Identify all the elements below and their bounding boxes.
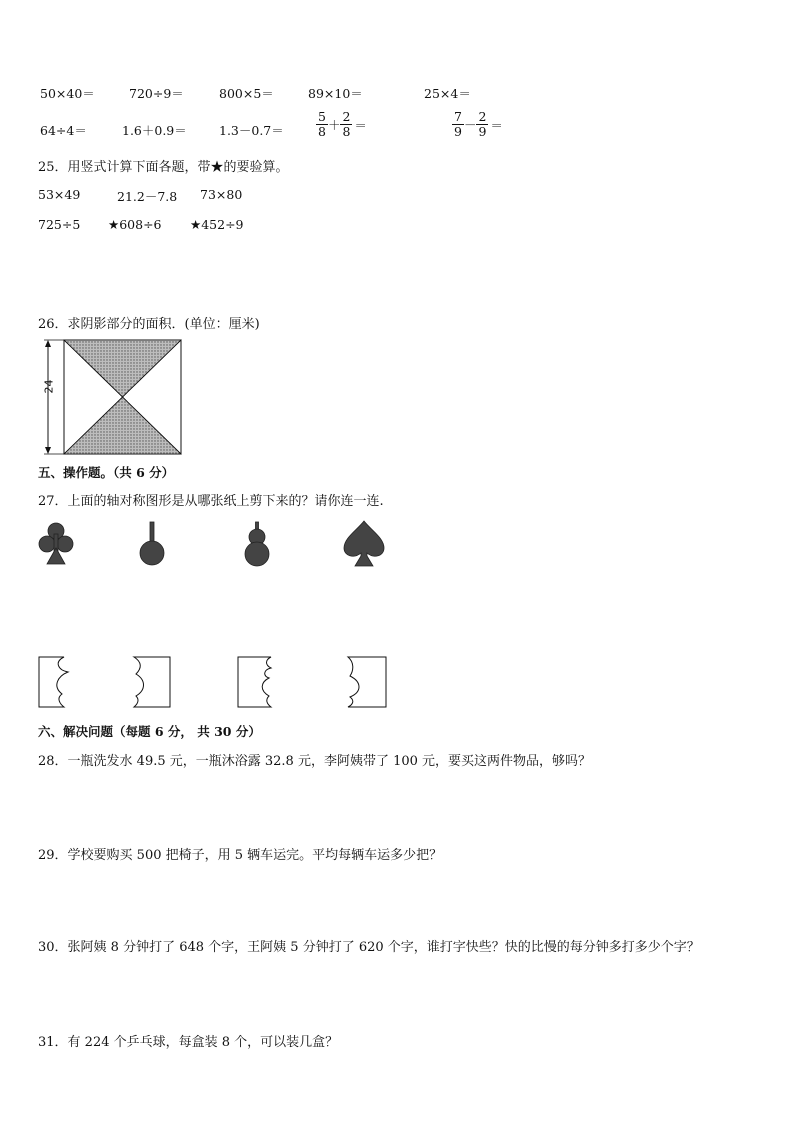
operator: － (463, 117, 477, 133)
question-26: 26．求阴影部分的面积．(单位：厘米) (38, 317, 260, 332)
fraction (476, 110, 488, 139)
section-6-title: 六、解决问题（每题 6 分， 共 30 分） (38, 724, 261, 739)
question-28: 28．一瓶洗发水 49.5 元，一瓶沐浴露 32.8 元，李阿姨带了 100 元，要买这两件物品，够吗？ (38, 754, 592, 769)
vertical-calc-item: 21.2－7.8 (117, 189, 178, 204)
club-icon (36, 520, 78, 570)
dimension-label: 24 (42, 379, 56, 394)
circle-on-stem-icon (137, 520, 167, 570)
question-25: 25．用竖式计算下面各题，带★的要验算。 (38, 160, 289, 175)
numerator: 2 (478, 109, 487, 124)
shaded-area-figure (40, 338, 185, 458)
vertical-calc-item: 73×80 (200, 187, 243, 202)
calc-item: 800×5＝ (219, 86, 274, 101)
vertical-calc-item: 53×49 (38, 187, 81, 202)
question-31: 31．有 224 个乒乓球，每盒装 8 个，可以装几盒？ (38, 1035, 339, 1050)
operator: ＋ (327, 117, 341, 133)
fraction (452, 110, 464, 139)
denominator: 8 (342, 124, 351, 139)
denominator: 9 (454, 124, 462, 139)
numerator: 2 (342, 109, 351, 124)
calc-item: 64÷4＝ (40, 123, 87, 138)
fraction-subtraction (452, 110, 503, 139)
cut-paper-piece (38, 656, 76, 708)
gourd-icon (241, 520, 273, 570)
equals-sign: ＝ (354, 117, 367, 133)
calc-item: 1.6＋0.9＝ (122, 123, 187, 138)
vertical-calc-item: ★452÷9 (190, 217, 244, 232)
denominator: 8 (318, 124, 326, 139)
calc-item: 25×4＝ (424, 86, 471, 101)
numerator: 7 (454, 109, 462, 124)
cut-paper-piece (344, 656, 388, 708)
vertical-calc-item: 725÷5 (38, 217, 81, 232)
calc-item: 720÷9＝ (129, 86, 184, 101)
fraction-addition (316, 110, 367, 139)
calc-item: 89×10＝ (308, 86, 363, 101)
question-30: 30．张阿姨 8 分钟打了 648 个字，王阿姨 5 分钟打了 620 个字，谁打字快些？快的比慢的每分钟多打多少个字？ (38, 940, 700, 955)
fraction (316, 110, 328, 139)
calc-item: 1.3－0.7＝ (219, 123, 284, 138)
spade-icon (341, 518, 387, 570)
fraction (340, 110, 352, 139)
cut-paper-piece (237, 656, 279, 708)
vertical-calc-item: ★608÷6 (108, 217, 162, 232)
question-29: 29．学校要购买 500 把椅子，用 5 辆车运完。平均每辆车运多少把？ (38, 848, 443, 863)
numerator: 5 (318, 109, 326, 124)
equals-sign: ＝ (490, 117, 503, 133)
cut-paper-piece (132, 656, 174, 708)
calc-item: 50×40＝ (40, 86, 95, 101)
section-5-title: 五、操作题。（共 6 分） (38, 465, 175, 480)
question-27: 27．上面的轴对称图形是从哪张纸上剪下来的？请你连一连. (38, 494, 384, 509)
denominator: 9 (478, 124, 487, 139)
